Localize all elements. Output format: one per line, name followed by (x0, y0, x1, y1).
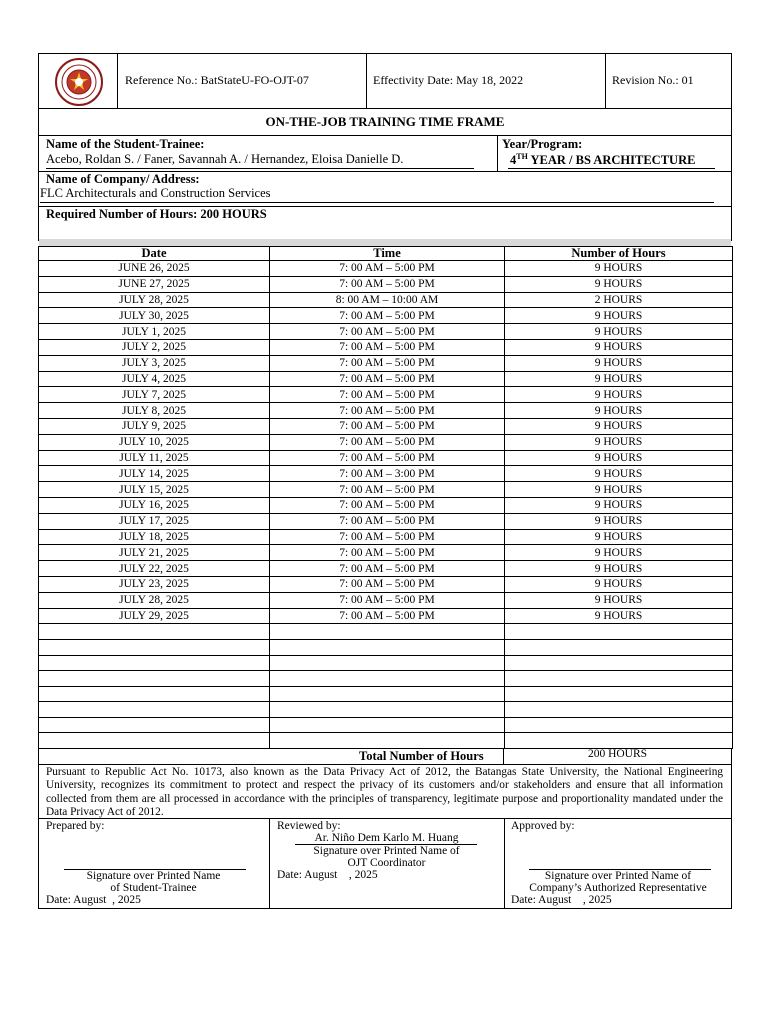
reviewer-name: Ar. Niño Dem Karlo M. Huang (314, 832, 459, 844)
cell-time: 7: 00 AM – 5:00 PM (270, 561, 505, 577)
cell-hours: 2 HOURS (505, 292, 733, 308)
cell-hours: 9 HOURS (505, 529, 733, 545)
cell-hours: 9 HOURS (505, 434, 733, 450)
cell-hours (505, 733, 733, 749)
approved-line1: Signature over Printed Name of (544, 870, 692, 882)
cell-time: 7: 00 AM – 5:00 PM (270, 387, 505, 403)
cell-date: JULY 2, 2025 (39, 339, 270, 355)
table-row (39, 482, 733, 498)
table-row (39, 434, 733, 450)
table-row (39, 639, 733, 655)
cell-date: JULY 17, 2025 (39, 513, 270, 529)
table-row (39, 671, 733, 687)
cell-time (270, 639, 505, 655)
cell-time: 7: 00 AM – 5:00 PM (270, 576, 505, 592)
reference-number: Reference No.: BatStateU-FO-OJT-07 (125, 73, 309, 87)
privacy-notice: Pursuant to Republic Act No. 10173, also known as the Data Privacy Act of 2012, the Batangas State University, the National Engineering University, recognizes its commitment to protect and respect the privacy of its customers and/or stakeholders and ensure that all information collected from them are all processed in accordance with the principles of transparency, legitimate purpose and proportionality mandated under the Data Privacy Act of 2012. (46, 766, 723, 818)
prepared-date: Date: August , 2025 (46, 894, 141, 906)
cell-hours (505, 655, 733, 671)
cell-date: JULY 23, 2025 (39, 576, 270, 592)
table-row (39, 702, 733, 718)
cell-time: 7: 00 AM – 3:00 PM (270, 466, 505, 482)
cell-hours: 9 HOURS (505, 276, 733, 292)
table-row (39, 497, 733, 513)
table-row (39, 371, 733, 387)
cell-date (39, 624, 270, 640)
table-row (39, 545, 733, 561)
cell-date (39, 733, 270, 749)
cell-hours: 9 HOURS (505, 324, 733, 340)
cell-hours: 9 HOURS (505, 308, 733, 324)
company-label: Name of Company/ Address: (46, 172, 200, 186)
table-row (39, 324, 733, 340)
cell-time: 7: 00 AM – 5:00 PM (270, 529, 505, 545)
approved-label: Approved by: (511, 820, 575, 832)
cell-hours (505, 624, 733, 640)
cell-time: 7: 00 AM – 5:00 PM (270, 355, 505, 371)
table-row (39, 339, 733, 355)
reviewed-date: Date: August , 2025 (277, 869, 378, 881)
cell-time: 7: 00 AM – 5:00 PM (270, 608, 505, 624)
university-seal-logo (45, 57, 113, 107)
cell-time: 8: 00 AM – 10:00 AM (270, 292, 505, 308)
cell-hours (505, 671, 733, 687)
cell-date: JULY 14, 2025 (39, 466, 270, 482)
cell-date: JULY 30, 2025 (39, 308, 270, 324)
cell-hours (505, 702, 733, 718)
cell-time (270, 717, 505, 733)
header-hours: Number of Hours (505, 247, 733, 261)
cell-time: 7: 00 AM – 5:00 PM (270, 371, 505, 387)
cell-time: 7: 00 AM – 5:00 PM (270, 276, 505, 292)
header-time: Time (270, 247, 505, 261)
cell-hours: 9 HOURS (505, 497, 733, 513)
cell-time (270, 624, 505, 640)
cell-date: JUNE 27, 2025 (39, 276, 270, 292)
cell-time: 7: 00 AM – 5:00 PM (270, 403, 505, 419)
prepared-label: Prepared by: (46, 820, 105, 832)
cell-date: JULY 18, 2025 (39, 529, 270, 545)
cell-hours: 9 HOURS (505, 561, 733, 577)
table-row (39, 355, 733, 371)
cell-date: JULY 28, 2025 (39, 592, 270, 608)
table-body (39, 261, 733, 749)
cell-time: 7: 00 AM – 5:00 PM (270, 308, 505, 324)
table-header-row (39, 247, 733, 261)
cell-time (270, 655, 505, 671)
table-row (39, 276, 733, 292)
table-row (39, 513, 733, 529)
table-row (39, 308, 733, 324)
cell-hours: 9 HOURS (505, 450, 733, 466)
cell-date: JUNE 26, 2025 (39, 261, 270, 277)
cell-hours: 9 HOURS (505, 545, 733, 561)
revision-number: Revision No.: 01 (612, 73, 694, 87)
cell-time: 7: 00 AM – 5:00 PM (270, 482, 505, 498)
table-row (39, 292, 733, 308)
cell-hours: 9 HOURS (505, 261, 733, 277)
table-row (39, 561, 733, 577)
cell-time: 7: 00 AM – 5:00 PM (270, 513, 505, 529)
cell-date: JULY 9, 2025 (39, 418, 270, 434)
cell-date: JULY 7, 2025 (39, 387, 270, 403)
approved-date: Date: August , 2025 (511, 894, 612, 906)
cell-hours: 9 HOURS (505, 339, 733, 355)
cell-time: 7: 00 AM – 5:00 PM (270, 434, 505, 450)
trainee-label: Name of the Student-Trainee: (46, 137, 205, 151)
effectivity-date: Effectivity Date: May 18, 2022 (373, 73, 524, 87)
table-row (39, 466, 733, 482)
cell-time (270, 686, 505, 702)
table-row (39, 608, 733, 624)
cell-hours: 9 HOURS (505, 608, 733, 624)
cell-time (270, 702, 505, 718)
table-row (39, 576, 733, 592)
table-row (39, 403, 733, 419)
cell-hours (505, 639, 733, 655)
form-title: ON-THE-JOB TRAINING TIME FRAME (265, 114, 505, 129)
cell-date: JULY 11, 2025 (39, 450, 270, 466)
table-row (39, 592, 733, 608)
table-row (39, 261, 733, 277)
cell-time: 7: 00 AM – 5:00 PM (270, 497, 505, 513)
program-value (510, 152, 695, 168)
table-row (39, 717, 733, 733)
table-row (39, 450, 733, 466)
cell-date (39, 686, 270, 702)
cell-date (39, 639, 270, 655)
cell-time: 7: 00 AM – 5:00 PM (270, 450, 505, 466)
cell-date: JULY 15, 2025 (39, 482, 270, 498)
cell-date: JULY 8, 2025 (39, 403, 270, 419)
cell-hours: 9 HOURS (505, 482, 733, 498)
program-label: Year/Program: (502, 137, 583, 151)
cell-time: 7: 00 AM – 5:00 PM (270, 418, 505, 434)
total-value: 200 HOURS (587, 748, 648, 760)
table-row (39, 733, 733, 749)
trainee-names: Acebo, Roldan S. / Faner, Savannah A. / Hernandez, Eloisa Danielle D. (46, 152, 404, 166)
table-row (39, 655, 733, 671)
prepared-line1: Signature over Printed Name (86, 870, 221, 882)
reviewed-label: Reviewed by: (277, 820, 341, 832)
cell-hours (505, 686, 733, 702)
cell-date (39, 717, 270, 733)
cell-time: 7: 00 AM – 5:00 PM (270, 339, 505, 355)
company-value: FLC Architecturals and Construction Services (40, 186, 271, 200)
cell-hours: 9 HOURS (505, 418, 733, 434)
cell-date: JULY 1, 2025 (39, 324, 270, 340)
cell-time (270, 733, 505, 749)
time-frame-table (38, 246, 733, 749)
table-row (39, 387, 733, 403)
cell-date: JULY 16, 2025 (39, 497, 270, 513)
cell-hours: 9 HOURS (505, 513, 733, 529)
table-row (39, 686, 733, 702)
reviewed-line1: Signature over Printed Name of (313, 845, 460, 857)
cell-date: JULY 4, 2025 (39, 371, 270, 387)
approved-line2: Company’s Authorized Representative (529, 882, 707, 894)
total-label: Total Number of Hours (359, 749, 484, 763)
cell-date (39, 702, 270, 718)
cell-hours (505, 717, 733, 733)
cell-time (270, 671, 505, 687)
header-date: Date (39, 247, 270, 261)
cell-date: JULY 3, 2025 (39, 355, 270, 371)
program-year-number: 4 (510, 153, 517, 168)
cell-time: 7: 00 AM – 5:00 PM (270, 545, 505, 561)
cell-hours: 9 HOURS (505, 592, 733, 608)
cell-hours: 9 HOURS (505, 576, 733, 592)
program-name: YEAR / BS ARCHITECTURE (527, 153, 696, 168)
cell-hours: 9 HOURS (505, 371, 733, 387)
cell-time: 7: 00 AM – 5:00 PM (270, 261, 505, 277)
cell-date: JULY 10, 2025 (39, 434, 270, 450)
table-row (39, 529, 733, 545)
prepared-line2: of Student-Trainee (110, 882, 197, 894)
cell-hours: 9 HOURS (505, 387, 733, 403)
cell-time: 7: 00 AM – 5:00 PM (270, 592, 505, 608)
cell-date: JULY 28, 2025 (39, 292, 270, 308)
cell-date: JULY 22, 2025 (39, 561, 270, 577)
cell-hours: 9 HOURS (505, 403, 733, 419)
table-row (39, 624, 733, 640)
cell-hours: 9 HOURS (505, 355, 733, 371)
reviewed-line2: OJT Coordinator (347, 857, 426, 869)
cell-date: JULY 29, 2025 (39, 608, 270, 624)
cell-hours: 9 HOURS (505, 466, 733, 482)
cell-time: 7: 00 AM – 5:00 PM (270, 324, 505, 340)
cell-date (39, 655, 270, 671)
table-row (39, 418, 733, 434)
cell-date: JULY 21, 2025 (39, 545, 270, 561)
cell-date (39, 671, 270, 687)
program-year-suffix: TH (516, 152, 528, 161)
required-hours: Required Number of Hours: 200 HOURS (46, 207, 267, 221)
